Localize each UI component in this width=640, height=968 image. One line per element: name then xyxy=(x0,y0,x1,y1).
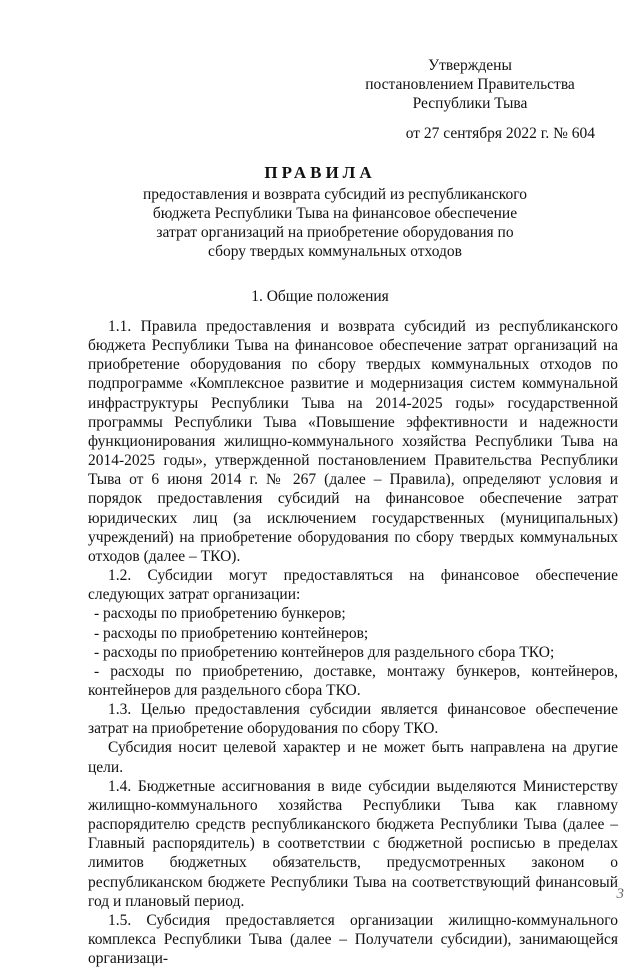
paragraph-1-5: 1.5. Субсидия предоставляется организации жилищно-коммунального комплекса Республики Тыва (далее – Получатели субсидии), занимающейся организаци- xyxy=(88,911,618,968)
document-body xyxy=(88,317,618,968)
approval-block xyxy=(345,56,595,113)
list-item: - расходы по приобретению, доставке, монтажу бункеров, контейнеров, контейнеров для раздельного сбора ТКО. xyxy=(88,662,618,699)
paragraph-purpose-note: Субсидия носит целевой характер и не может быть направлена на другие цели. xyxy=(88,739,618,776)
paragraph-1-1: 1.1. Правила предоставления и возврата субсидий из республиканского бюджета Республики Тыва на финансовое обеспечение затрат организаций на приобретение оборудования по сбору твердых коммунальных отходов по подпрограмме «Комплексное развитие и модернизация систем коммунальной инфраструктуры Республики Тыва на 2014-2025 годы» государственной программы Республики Тыва «Повышение эффективности и надежности функционирования жилищно-коммунального хозяйства Республики Тыва на 2014-2025 годы», утвержденной постановлением Правительства Республики Тыва от 6 июня 2014 г. № 267 (далее – Правила), определяют условия и порядок предоставления субсидий на финансовое обеспечение затрат юридических лиц (за исключением государственных (муниципальных) учреждений) на приобретение оборудования по сбору твердых коммунальных отходов (далее – ТКО). xyxy=(88,318,618,565)
page-number: 3 xyxy=(616,886,624,902)
paragraph-1-4: 1.4. Бюджетные ассигнования в виде субсидии выделяются Министерству жилищно-коммунального хозяйства Республики Тыва как главному распорядителю средств республиканского бюджета Республики Тыва (далее – Главный распорядитель) в соответствии с бюджетной росписью в пределах лимитов бюджетных обязательств, предусмотренных законом о республиканском бюджете Республики Тыва на соответствующий финансовый год и плановый период. xyxy=(88,777,618,910)
paragraph-1-3: 1.3. Целью предоставления субсидии является финансовое обеспечение затрат на приобретение оборудования по сбору ТКО. xyxy=(88,701,618,738)
section-heading: 1. Общие положения xyxy=(251,288,389,305)
approval-line-1: Утверждены xyxy=(428,57,512,74)
list-item: - расходы по приобретению контейнеров; xyxy=(94,624,369,642)
document-subtitle: предоставления и возврата субсидий из республиканского бюджета Республики Тыва на финансовое обеспечение затрат организаций на приобретение оборудования по сбору твердых коммунальных отходов xyxy=(142,186,528,260)
document-title: ПРАВИЛА xyxy=(264,163,376,182)
approval-date: от 27 сентября 2022 г. № 604 xyxy=(405,125,595,142)
approval-line-2: постановлением Правительства xyxy=(365,76,575,93)
approval-line-3: Республики Тыва xyxy=(412,95,528,112)
paragraph-1-2: 1.2. Субсидии могут предоставляться на финансовое обеспечение следующих затрат организации: xyxy=(88,567,618,604)
list-item: - расходы по приобретению бункеров; xyxy=(94,605,346,623)
list-item: - расходы по приобретению контейнеров для раздельного сбора ТКО; xyxy=(94,643,555,661)
